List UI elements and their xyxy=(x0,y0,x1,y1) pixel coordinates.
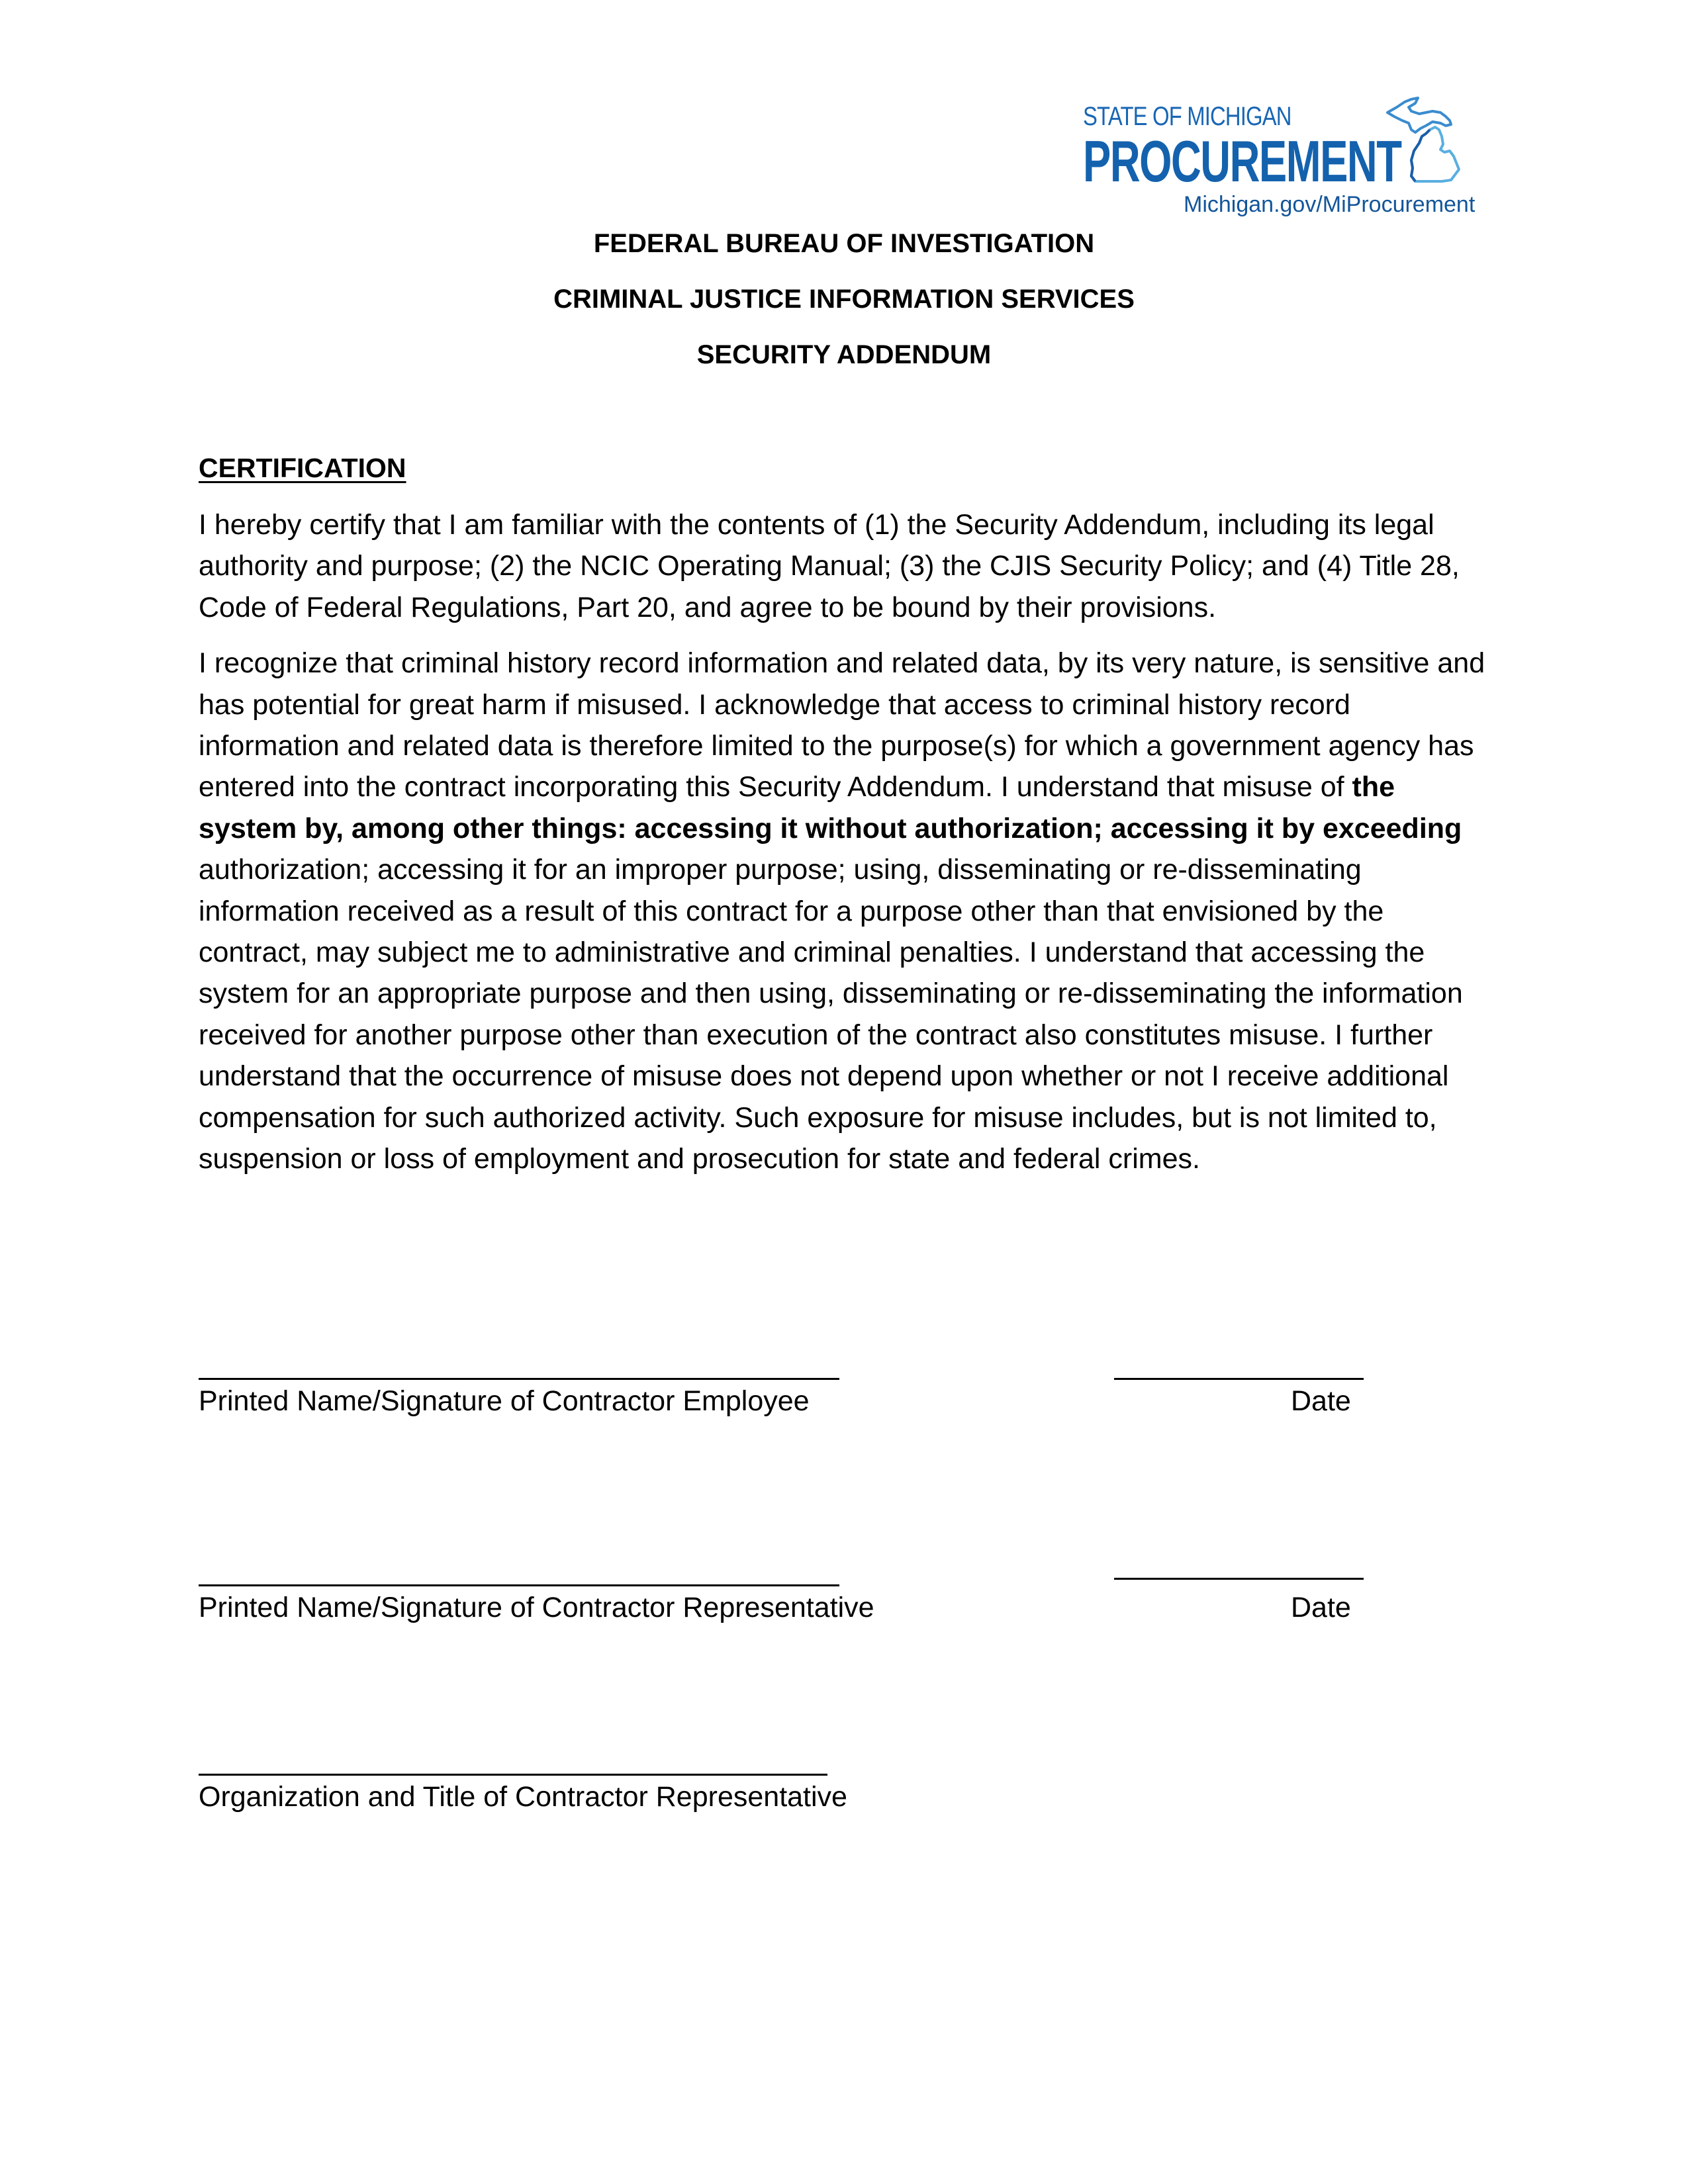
representative-signature-label: Printed Name/Signature of Contractor Representative xyxy=(199,1592,874,1623)
employee-date-line[interactable] xyxy=(1114,1378,1364,1380)
certification-paragraph-1: I hereby certify that I am familiar with the contents of (1) the Security Addendum, including its legal authority and purpose; (2) the NCIC Operating Manual; (3) the CJIS Security Policy; and (4) Title 28, Code of Federal Regulations, Part 20, and agree to be bound by their provisions. xyxy=(199,509,1460,623)
logo-state-text: STATE OF MICHIGAN xyxy=(1083,102,1291,131)
certification-paragraph-2 xyxy=(199,643,1489,1179)
employee-date-label: Date xyxy=(1291,1385,1351,1417)
title-security-addendum: SECURITY ADDENDUM xyxy=(696,340,992,369)
employee-signature-label: Printed Name/Signature of Contractor Employee xyxy=(199,1385,810,1417)
procurement-logo xyxy=(1083,97,1507,229)
representative-date-line[interactable] xyxy=(1114,1578,1364,1580)
organization-title-line[interactable] xyxy=(199,1774,827,1776)
michigan-map-icon xyxy=(1385,97,1462,184)
title-cjis: CRIMINAL JUSTICE INFORMATION SERVICES xyxy=(553,285,1135,314)
representative-signature-line[interactable] xyxy=(199,1584,839,1586)
organization-title-label: Organization and Title of Contractor Representative xyxy=(199,1781,847,1813)
paragraph-2-text-end: authorization; accessing it for an improper purpose; using, disseminating or re-disseminating information received as a result of this contract for a purpose other than that envisioned by the contract, may subject me to administrative and criminal penalties. I understand that accessing the system for an appropriate purpose and then using, disseminating or re-disseminating the information received for another purpose other than execution of the contract also constitutes misuse. I further understand that the occurrence of misuse does not depend upon whether or not I receive additional compensation for such authorized activity. Such exposure for misuse includes, but is not limited to, suspension or loss of employment and prosecution for state and federal crimes. xyxy=(199,854,1463,1175)
employee-signature-line[interactable] xyxy=(199,1378,839,1380)
title-fbi: FEDERAL BUREAU OF INVESTIGATION xyxy=(593,229,1095,258)
certification-section xyxy=(199,447,1489,1195)
paragraph-2-text-start: I recognize that criminal history record information and related data, by its very nature, is sensitive and has potential for great harm if misused. I acknowledge that access to criminal history record information and related data is therefore limited to the purpose(s) for which a government agency has entered into the contract incorporating this Security Addendum. I understand that misuse of xyxy=(199,647,1485,803)
representative-date-label: Date xyxy=(1291,1592,1351,1623)
paragraph-2-bold-text: the system by, among other things: accessing it without authorization; accessing it by exceeding xyxy=(199,771,1462,844)
logo-procurement-text: PROCUREMENT xyxy=(1083,128,1401,194)
logo-url-text: Michigan.gov/MiProcurement xyxy=(1184,192,1476,217)
certification-heading: CERTIFICATION xyxy=(199,453,406,483)
